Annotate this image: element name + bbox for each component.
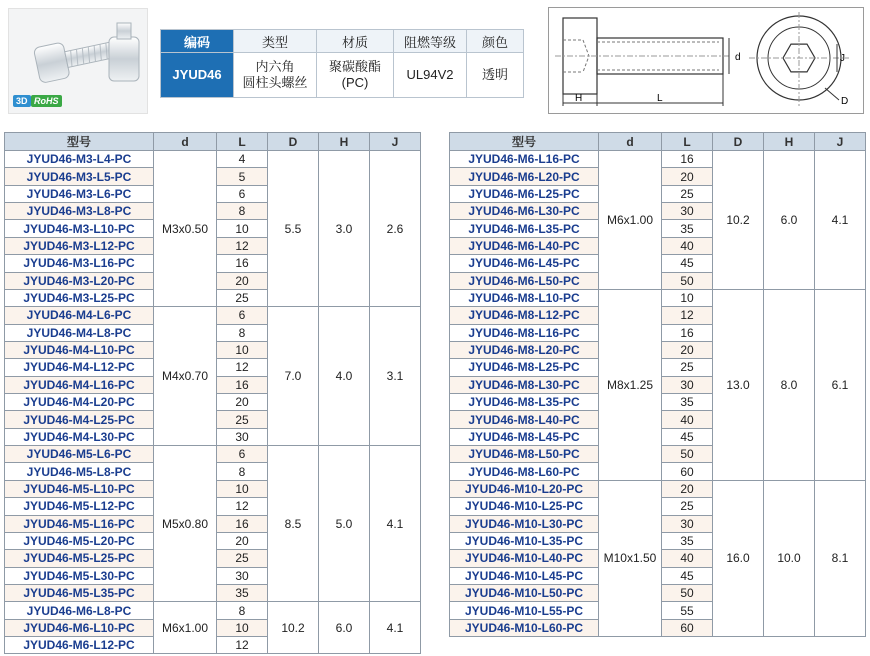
length-cell: 10 [662, 289, 713, 306]
length-cell: 60 [662, 463, 713, 480]
spec-code: JYUD46 [161, 53, 234, 98]
model-number[interactable]: JYUD46-M3-L5-PC [5, 168, 154, 185]
length-cell: 12 [662, 307, 713, 324]
model-number[interactable]: JYUD46-M6-L45-PC [450, 255, 599, 272]
length-cell: 25 [662, 185, 713, 202]
length-cell: 45 [662, 428, 713, 445]
length-cell: 10 [217, 480, 268, 497]
model-number[interactable]: JYUD46-M8-L16-PC [450, 324, 599, 341]
model-number[interactable]: JYUD46-M6-L30-PC [450, 203, 599, 220]
length-cell: 25 [662, 498, 713, 515]
model-number[interactable]: JYUD46-M10-L35-PC [450, 532, 599, 549]
length-cell: 30 [217, 567, 268, 584]
model-number[interactable]: JYUD46-M8-L50-PC [450, 446, 599, 463]
model-number[interactable]: JYUD46-M6-L35-PC [450, 220, 599, 237]
model-number[interactable]: JYUD46-M3-L10-PC [5, 220, 154, 237]
model-number[interactable]: JYUD46-M3-L20-PC [5, 272, 154, 289]
model-number[interactable]: JYUD46-M8-L12-PC [450, 307, 599, 324]
length-cell: 35 [662, 394, 713, 411]
spec-header-color: 颜色 [467, 30, 524, 53]
j-dim-cell: 2.6 [370, 151, 421, 307]
model-number[interactable]: JYUD46-M8-L35-PC [450, 394, 599, 411]
spec-color: 透明 [467, 53, 524, 98]
length-cell: 16 [662, 151, 713, 168]
col-header-l: L [217, 133, 268, 151]
length-cell: 20 [217, 532, 268, 549]
model-number[interactable]: JYUD46-M4-L25-PC [5, 411, 154, 428]
model-number[interactable]: JYUD46-M3-L16-PC [5, 255, 154, 272]
length-cell: 12 [217, 637, 268, 654]
length-cell: 12 [217, 237, 268, 254]
thread-size-cell: M4x0.70 [154, 307, 217, 446]
model-number[interactable]: JYUD46-M5-L10-PC [5, 480, 154, 497]
model-number[interactable]: JYUD46-M5-L12-PC [5, 498, 154, 515]
length-cell: 8 [217, 203, 268, 220]
length-cell: 16 [217, 515, 268, 532]
h-dim-cell: 6.0 [764, 151, 815, 290]
model-number[interactable]: JYUD46-M5-L20-PC [5, 532, 154, 549]
d-dim-cell: 7.0 [268, 307, 319, 446]
h-dim-cell: 10.0 [764, 480, 815, 636]
d-dim-cell: 16.0 [713, 480, 764, 636]
model-number[interactable]: JYUD46-M5-L30-PC [5, 567, 154, 584]
technical-drawing [548, 7, 864, 114]
thread-size-cell: M8x1.25 [599, 289, 662, 480]
model-number[interactable]: JYUD46-M4-L20-PC [5, 394, 154, 411]
length-cell: 30 [662, 376, 713, 393]
model-number[interactable]: JYUD46-M10-L40-PC [450, 550, 599, 567]
col-header-h: H [319, 133, 370, 151]
length-cell: 50 [662, 446, 713, 463]
length-cell: 4 [217, 151, 268, 168]
col-header-d: d [154, 133, 217, 151]
rohs-badge: RoHS [31, 95, 62, 107]
length-cell: 55 [662, 602, 713, 619]
length-cell: 30 [217, 428, 268, 445]
length-cell: 20 [217, 394, 268, 411]
h-dim-cell: 3.0 [319, 151, 370, 307]
model-number[interactable]: JYUD46-M10-L50-PC [450, 584, 599, 601]
j-dim-cell: 4.1 [370, 602, 421, 654]
d-dim-cell: 10.2 [268, 602, 319, 654]
length-cell: 20 [662, 341, 713, 358]
length-cell: 5 [217, 168, 268, 185]
col-header-j: J [815, 133, 866, 151]
length-cell: 8 [217, 463, 268, 480]
length-cell: 16 [217, 376, 268, 393]
model-number[interactable]: JYUD46-M8-L40-PC [450, 411, 599, 428]
model-number[interactable]: JYUD46-M8-L45-PC [450, 428, 599, 445]
model-number[interactable]: JYUD46-M10-L20-PC [450, 480, 599, 497]
model-number[interactable]: JYUD46-M4-L30-PC [5, 428, 154, 445]
table-row [5, 307, 421, 324]
col-header-l: L [662, 133, 713, 151]
j-dim-cell: 4.1 [815, 151, 866, 290]
model-number[interactable]: JYUD46-M8-L60-PC [450, 463, 599, 480]
length-cell: 50 [662, 584, 713, 601]
dim-l-label: L [657, 93, 663, 104]
thread-size-cell: M6x1.00 [154, 602, 217, 654]
table-row [5, 446, 421, 463]
length-cell: 16 [217, 255, 268, 272]
model-number[interactable]: JYUD46-M8-L25-PC [450, 359, 599, 376]
length-cell: 6 [217, 446, 268, 463]
model-number[interactable]: JYUD46-M6-L50-PC [450, 272, 599, 289]
length-cell: 8 [217, 324, 268, 341]
model-number[interactable]: JYUD46-M4-L12-PC [5, 359, 154, 376]
length-cell: 25 [217, 289, 268, 306]
model-number[interactable]: JYUD46-M4-L8-PC [5, 324, 154, 341]
dim-h-label: H [575, 93, 583, 104]
model-number[interactable]: JYUD46-M5-L25-PC [5, 550, 154, 567]
model-number[interactable]: JYUD46-M4-L16-PC [5, 376, 154, 393]
model-number[interactable]: JYUD46-M8-L10-PC [450, 289, 599, 306]
table-row [5, 151, 421, 168]
col-header-model: 型号 [450, 133, 599, 151]
screw-drawing-svg [549, 8, 863, 113]
thread-size-cell: M3x0.50 [154, 151, 217, 307]
length-cell: 25 [217, 550, 268, 567]
d-dim-cell: 5.5 [268, 151, 319, 307]
length-cell: 6 [217, 185, 268, 202]
product-photo [8, 8, 148, 114]
col-header-D: D [268, 133, 319, 151]
spec-header-code: 编码 [161, 30, 234, 53]
model-number[interactable]: JYUD46-M6-L20-PC [450, 168, 599, 185]
model-number[interactable]: JYUD46-M10-L30-PC [450, 515, 599, 532]
left-spec-table [4, 132, 421, 654]
spec-flame: UL94V2 [394, 53, 467, 98]
model-number[interactable]: JYUD46-M5-L6-PC [5, 446, 154, 463]
table-row [450, 151, 866, 168]
length-cell: 40 [662, 550, 713, 567]
length-cell: 16 [662, 324, 713, 341]
model-number[interactable]: JYUD46-M10-L60-PC [450, 619, 599, 636]
model-number[interactable]: JYUD46-M3-L4-PC [5, 151, 154, 168]
spec-header-type: 类型 [234, 30, 317, 53]
j-dim-cell: 3.1 [370, 307, 421, 446]
spec-header-flame: 阻燃等级 [394, 30, 467, 53]
length-cell: 45 [662, 567, 713, 584]
dim-j-label: J [840, 53, 845, 64]
spec-table [160, 29, 524, 98]
length-cell: 35 [217, 584, 268, 601]
length-cell: 12 [217, 359, 268, 376]
length-cell: 30 [662, 203, 713, 220]
model-number[interactable]: JYUD46-M10-L45-PC [450, 567, 599, 584]
col-header-D: D [713, 133, 764, 151]
length-cell: 40 [662, 411, 713, 428]
col-header-j: J [370, 133, 421, 151]
model-number[interactable]: JYUD46-M6-L25-PC [450, 185, 599, 202]
model-number[interactable]: JYUD46-M3-L12-PC [5, 237, 154, 254]
thread-size-cell: M10x1.50 [599, 480, 662, 636]
model-number[interactable]: JYUD46-M3-L25-PC [5, 289, 154, 306]
length-cell: 45 [662, 255, 713, 272]
dim-d-label: d [735, 52, 741, 63]
j-dim-cell: 8.1 [815, 480, 866, 636]
col-header-d: d [599, 133, 662, 151]
thread-size-cell: M5x0.80 [154, 446, 217, 602]
table-row [450, 480, 866, 497]
spec-material: 聚碳酸酯 (PC) [317, 53, 394, 98]
right-spec-table [449, 132, 866, 637]
dim-D-label: D [841, 96, 849, 107]
j-dim-cell: 6.1 [815, 289, 866, 480]
length-cell: 10 [217, 619, 268, 636]
length-cell: 12 [217, 498, 268, 515]
model-number[interactable]: JYUD46-M3-L6-PC [5, 185, 154, 202]
length-cell: 60 [662, 619, 713, 636]
length-cell: 30 [662, 515, 713, 532]
table-row [5, 602, 421, 619]
d-dim-cell: 10.2 [713, 151, 764, 290]
model-number[interactable]: JYUD46-M10-L55-PC [450, 602, 599, 619]
length-cell: 25 [217, 411, 268, 428]
length-cell: 20 [662, 480, 713, 497]
model-number[interactable]: JYUD46-M6-L10-PC [5, 619, 154, 636]
col-header-model: 型号 [5, 133, 154, 151]
model-number[interactable]: JYUD46-M4-L6-PC [5, 307, 154, 324]
j-dim-cell: 4.1 [370, 446, 421, 602]
thread-size-cell: M6x1.00 [599, 151, 662, 290]
model-number[interactable]: JYUD46-M6-L40-PC [450, 237, 599, 254]
model-number[interactable]: JYUD46-M10-L25-PC [450, 498, 599, 515]
length-cell: 10 [217, 220, 268, 237]
3d-badge: 3D [13, 95, 31, 107]
length-cell: 8 [217, 602, 268, 619]
model-number[interactable]: JYUD46-M8-L30-PC [450, 376, 599, 393]
length-cell: 35 [662, 532, 713, 549]
length-cell: 35 [662, 220, 713, 237]
h-dim-cell: 4.0 [319, 307, 370, 446]
model-number[interactable]: JYUD46-M5-L8-PC [5, 463, 154, 480]
model-number[interactable]: JYUD46-M6-L16-PC [450, 151, 599, 168]
spec-header-material: 材质 [317, 30, 394, 53]
spec-type: 内六角 圆柱头螺丝 [234, 53, 317, 98]
length-cell: 20 [662, 168, 713, 185]
h-dim-cell: 6.0 [319, 602, 370, 654]
length-cell: 6 [217, 307, 268, 324]
d-dim-cell: 8.5 [268, 446, 319, 602]
col-header-h: H [764, 133, 815, 151]
table-row [450, 289, 866, 306]
length-cell: 40 [662, 237, 713, 254]
length-cell: 50 [662, 272, 713, 289]
length-cell: 25 [662, 359, 713, 376]
h-dim-cell: 5.0 [319, 446, 370, 602]
model-number[interactable]: JYUD46-M5-L16-PC [5, 515, 154, 532]
model-number[interactable]: JYUD46-M6-L8-PC [5, 602, 154, 619]
h-dim-cell: 8.0 [764, 289, 815, 480]
model-number[interactable]: JYUD46-M4-L10-PC [5, 341, 154, 358]
length-cell: 10 [217, 341, 268, 358]
length-cell: 20 [217, 272, 268, 289]
model-number[interactable]: JYUD46-M5-L35-PC [5, 584, 154, 601]
model-number[interactable]: JYUD46-M6-L12-PC [5, 637, 154, 654]
model-number[interactable]: JYUD46-M3-L8-PC [5, 203, 154, 220]
d-dim-cell: 13.0 [713, 289, 764, 480]
model-number[interactable]: JYUD46-M8-L20-PC [450, 341, 599, 358]
